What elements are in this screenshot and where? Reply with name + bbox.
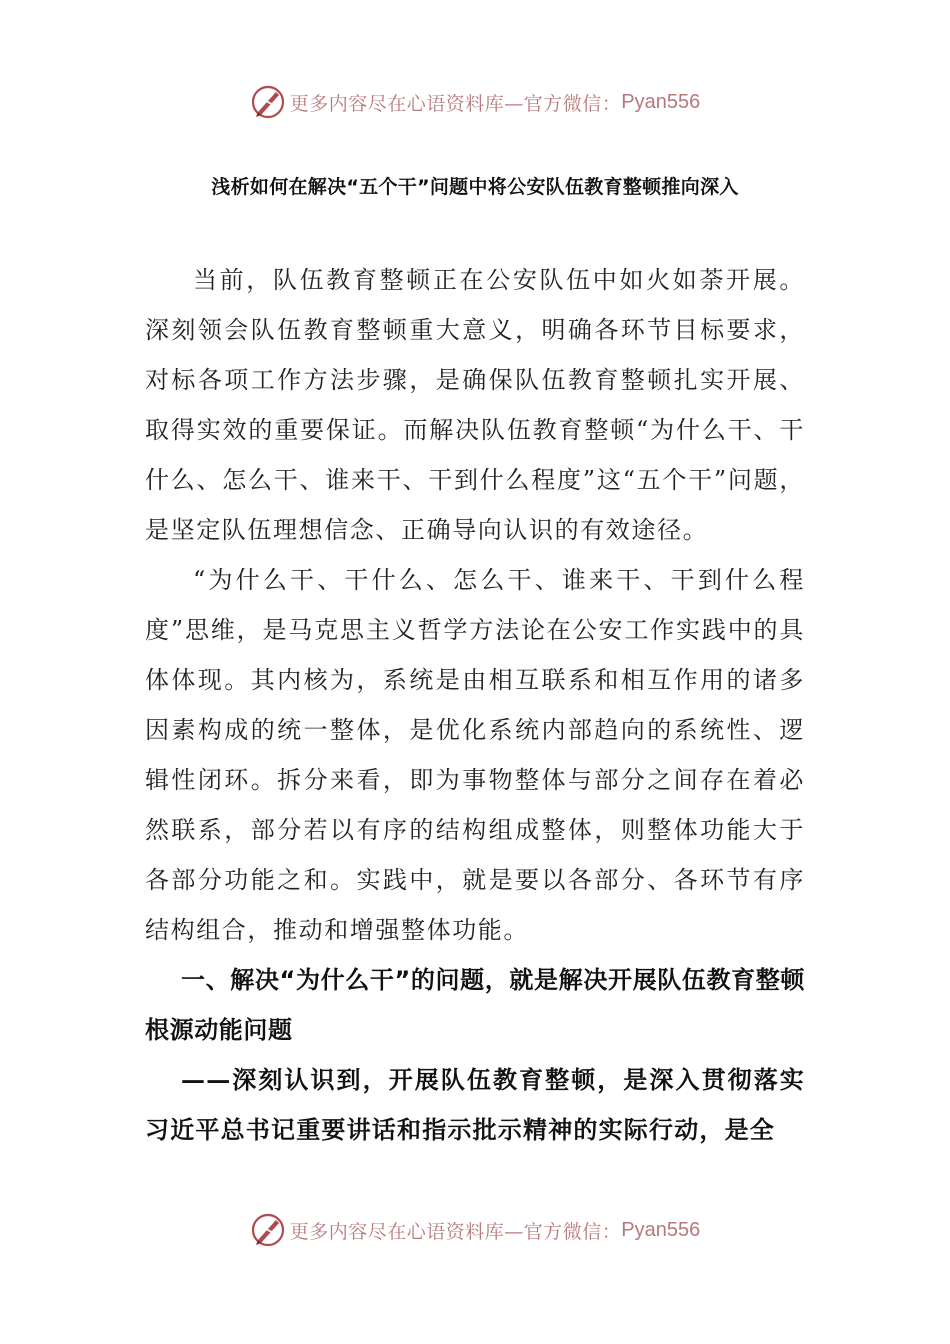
header-watermark-banner (0, 80, 950, 124)
document-body (145, 255, 805, 1155)
banner-account: Pyan556 (621, 1218, 701, 1241)
banner-account: Pyan556 (621, 90, 701, 113)
pen-logo-icon (250, 1212, 286, 1248)
footer-watermark-banner (0, 1208, 950, 1252)
document-title: 浅析如何在解决“五个干”问题中将公安队伍教育整顿推向深入 (211, 176, 739, 198)
body-paragraph: “为什么干、干什么、怎么干、谁来干、干到什么程度”思维，是马克思主义哲学方法论在公安工作实践中的具体体现。其内核为，系统是由相互联系和相互作用的诸多因素构成的统一整体，是优化系统内部趋向的系统性、逻辑性闭环。拆分来看，即为事物整体与部分之间存在着必然联系，部分若以有序的结构组成整体，则整体功能大于各部分功能之和。实践中，就是要以各部分、各环节有序结构组合，推动和增强整体功能。 (145, 566, 805, 944)
banner-text: 更多内容尽在心语资料库—官方微信： (289, 92, 622, 115)
banner-text: 更多内容尽在心语资料库—官方微信： (289, 1220, 622, 1243)
section-heading: 一、解决“为什么干”的问题，就是解决开展队伍教育整顿根源动能问题 (145, 966, 805, 1044)
body-paragraph: 当前，队伍教育整顿正在公安队伍中如火如荼开展。深刻领会队伍教育整顿重大意义，明确各环节目标要求，对标各项工作方法步骤，是确保队伍教育整顿扎实开展、取得实效的重要保证。而解决队伍教育整顿“为什么干、干什么、怎么干、谁来干、干到什么程度”这“五个干”问题，是坚定队伍理想信念、正确导向认识的有效途径。 (145, 266, 805, 544)
section-subheading: ——深刻认识到，开展队伍教育整顿，是深入贯彻落实习近平总书记重要讲话和指示批示精神的实际行动，是全 (145, 1065, 805, 1144)
pen-logo-icon (250, 84, 286, 120)
